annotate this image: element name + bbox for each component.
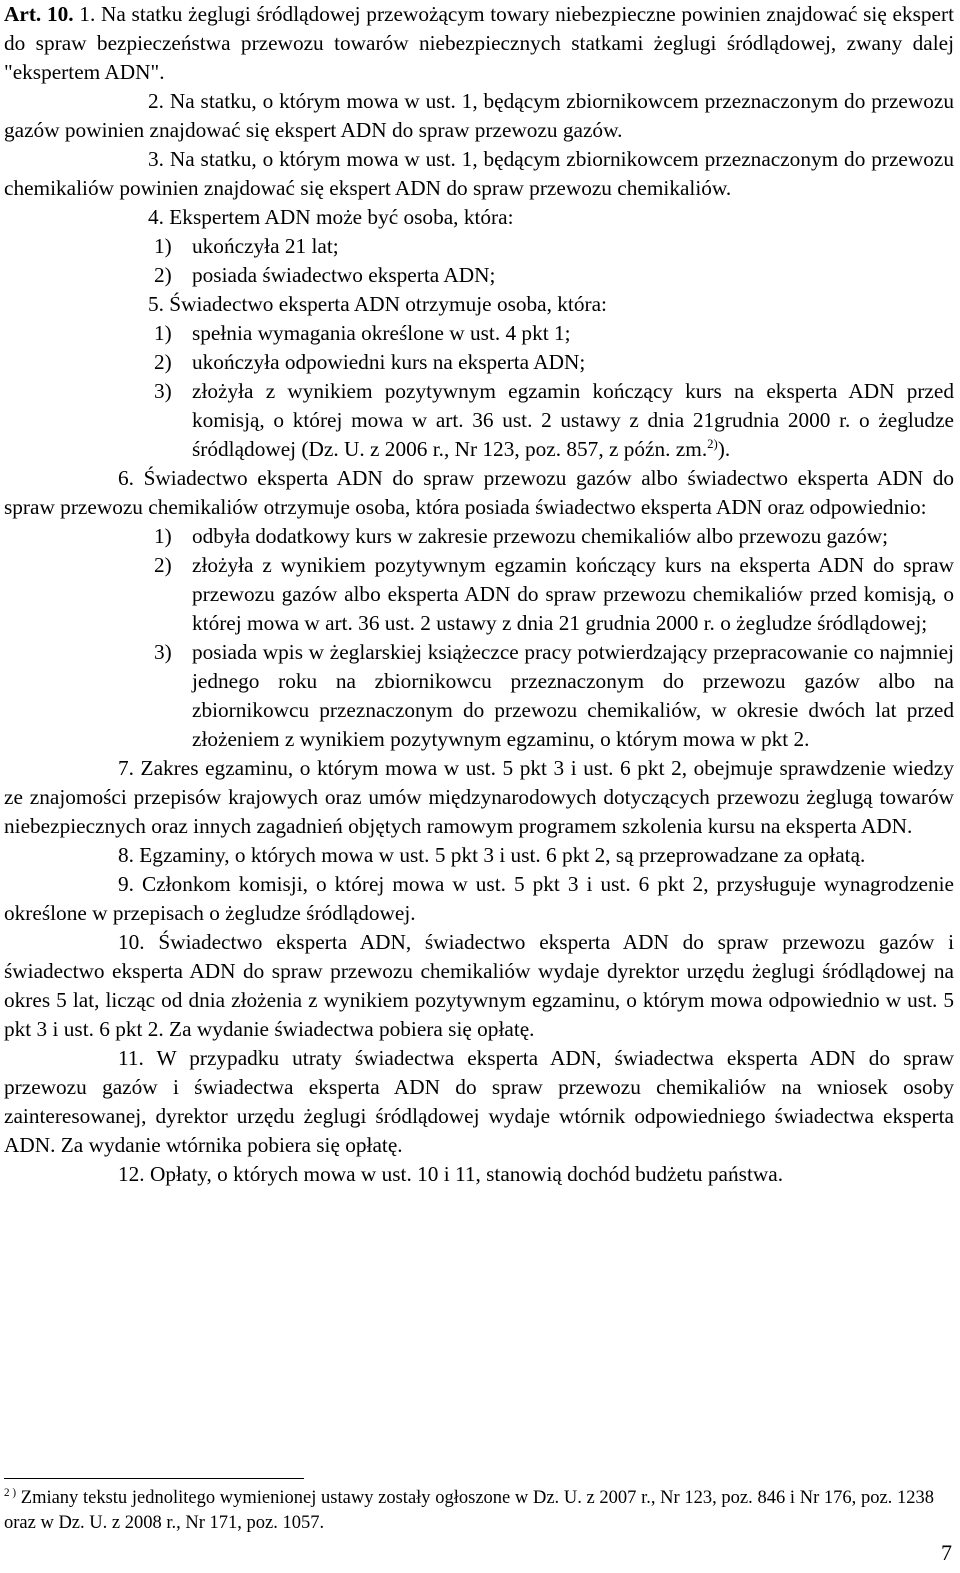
paragraph-1 bbox=[4, 0, 954, 87]
footnote-reference: 2) bbox=[707, 436, 718, 451]
list-item: 1) spełnia wymagania określone w ust. 4 pkt 1; bbox=[154, 321, 571, 345]
paragraph-11: 11. W przypadku utraty świadectwa eksperta ADN, świadectwa eksperta ADN do spraw przewozu gazów i świadectwa eksperta ADN do spraw przewozu chemikaliów na wniosek osoby zainteresowanej, dyrektor urzędu żeglugi śródlądowej wydaje wtórnik odpowiedniego świadectwa eksperta ADN. Za wydanie wtórnika pobiera się opłatę. bbox=[4, 1046, 954, 1157]
paragraph-2: 2. Na statku, o którym mowa w ust. 1, będącym zbiornikowcem przeznaczonym do przewozu gazów powinien znajdować się ekspert ADN do spraw przewozu gazów. bbox=[4, 89, 954, 142]
list-item: 1) ukończyła 21 lat; bbox=[154, 234, 339, 258]
paragraph-4: 4. Ekspertem ADN może być osoba, która: bbox=[148, 205, 514, 229]
list-item: 2) ukończyła odpowiedni kurs na eksperta ADN; bbox=[154, 350, 586, 374]
paragraph-5: 5. Świadectwo eksperta ADN otrzymuje osoba, która: bbox=[148, 292, 607, 316]
list-item: 2) złożyła z wynikiem pozytywnym egzamin kończący kurs na eksperta ADN do spraw przewozu gazów albo eksperta ADN do spraw przewozu chemikaliów przed komisją, o której mowa w art. 36 ust. 2 ustawy z dnia 21 grudnia 2000 r. o żegludze śródlądowej; bbox=[154, 553, 954, 635]
list-item: 3) złożyła z wynikiem pozytywnym egzamin kończący kurs na eksperta ADN przed komisją, o której mowa w art. 36 ust. 2 ustawy z dnia 21grudnia 2000 r. o żegludze śródlądowej (Dz. U. z 2006 r., Nr 123, poz. 857, z późn. zm.$^{2)}$). bbox=[154, 379, 954, 461]
footnote-divider bbox=[4, 1478, 304, 1479]
list-item: 3) posiada wpis w żeglarskiej książeczce pracy potwierdzający przepracowanie co najmniej jednego roku na zbiornikowcu przeznaczonym do przewozu gazów albo na zbiornikowcu przeznaczonym do przewozu chemikaliów, w okresie dwóch lat przed złożeniem z wynikiem pozytywnym egzaminu, o którym mowa w pkt 2. bbox=[154, 640, 954, 751]
paragraph-8: 8. Egzaminy, o których mowa w ust. 5 pkt 3 i ust. 6 pkt 2, są przeprowadzane za opłatą. bbox=[118, 843, 866, 867]
list-item: 1) odbyła dodatkowy kurs w zakresie przewozu chemikaliów albo przewozu gazów; bbox=[154, 524, 889, 548]
paragraph-9: 9. Członkom komisji, o której mowa w ust. 5 pkt 3 i ust. 6 pkt 2, przysługuje wynagrodzenie określone w przepisach o żegludze śródlądowej. bbox=[4, 872, 954, 925]
paragraph-3: 3. Na statku, o którym mowa w ust. 1, będącym zbiornikowcem przeznaczonym do przewozu chemikaliów powinien znajdować się ekspert ADN do spraw przewozu chemikaliów. bbox=[4, 147, 954, 200]
footnote bbox=[4, 1486, 934, 1536]
footnote-text: Zmiany tekstu jednolitego wymienionej ustawy zostały ogłoszone w Dz. U. z 2007 r., Nr 123, poz. 846 i Nr 176, poz. 1238 oraz w Dz. U. z 2008 r., Nr 171, poz. 1057. bbox=[4, 1488, 934, 1533]
page-number: 7 bbox=[941, 1540, 952, 1565]
paragraph-10: 10. Świadectwo eksperta ADN, świadectwo eksperta ADN do spraw przewozu gazów i świadectwo eksperta ADN do spraw przewozu chemikaliów wydaje dyrektor urzędu żeglugi śródlądowej na okres 5 lat, licząc od dnia złożenia z wynikiem pozytywnym egzaminu, o którym mowa odpowiednio w ust. 5 pkt 3 i ust. 6 pkt 2. Za wydanie świadectwa pobiera się opłatę. bbox=[4, 930, 954, 1041]
paragraph-6-list bbox=[154, 522, 954, 754]
paragraph-4-list bbox=[154, 232, 954, 290]
paragraph-1-text: Na statku żeglugi śródlądowej przewożącym towary niebezpieczne powinien znajdować się ekspert do spraw bezpieczeństwa przewozu towarów niebezpiecznych statkami żeglugi śródlądowej, zwany dalej "ekspertem ADN". bbox=[4, 2, 955, 84]
paragraph-12: 12. Opłaty, o których mowa w ust. 10 i 11, stanowią dochód budżetu państwa. bbox=[118, 1162, 784, 1186]
paragraph-7: 7. Zakres egzaminu, o którym mowa w ust. 5 pkt 3 i ust. 6 pkt 2, obejmuje sprawdzenie wiedzy ze znajomości przepisów krajowych oraz umów międzynarodowych dotyczących przewozu żeglugą towarów niebezpiecznych oraz innych zagadnień objętych ramowym programem szkolenia kursu na eksperta ADN. bbox=[4, 756, 954, 838]
paragraph-6: 6. Świadectwo eksperta ADN do spraw przewozu gazów albo świadectwo eksperta ADN do spraw przewozu chemikaliów otrzymuje osoba, która posiada świadectwo eksperta ADN oraz odpowiednio: bbox=[4, 466, 954, 519]
paragraph-1-number: 1. bbox=[79, 2, 96, 26]
footnote-marker: 2 ) bbox=[4, 1486, 17, 1499]
document-body bbox=[4, 0, 954, 1189]
list-item: 2) posiada świadectwo eksperta ADN; bbox=[154, 263, 496, 287]
paragraph-5-list bbox=[154, 319, 954, 464]
article-label: Art. 10. bbox=[4, 2, 74, 26]
